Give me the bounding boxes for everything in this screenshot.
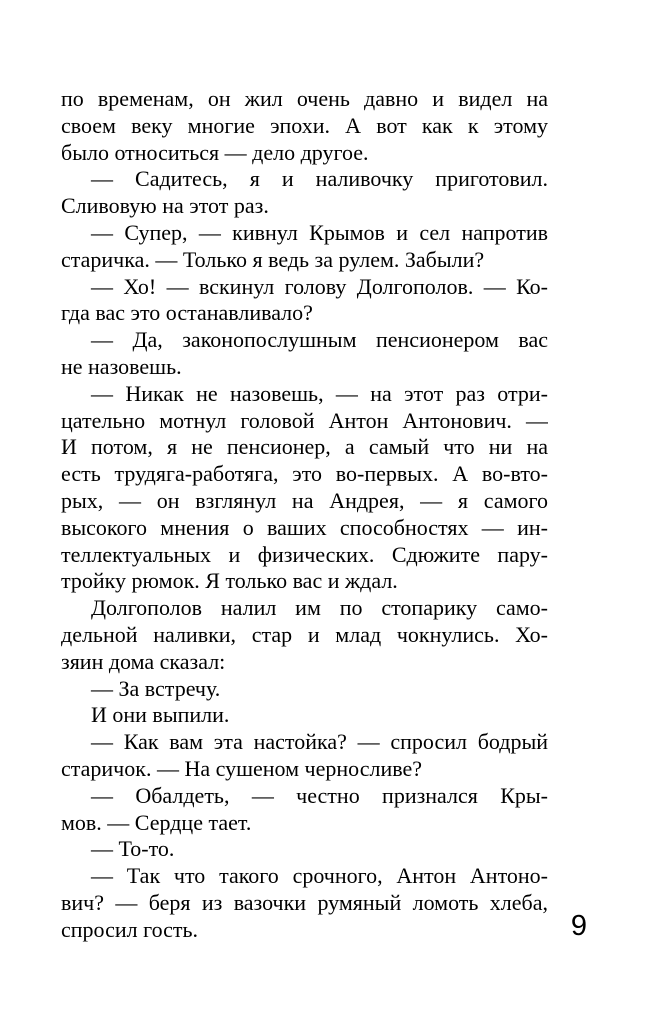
page-number: 9 — [570, 910, 587, 942]
text-line: — Так что такого срочного, Антон Антоно- — [91, 863, 548, 889]
text-line: по временам, он жил очень давно и видел на — [61, 86, 548, 111]
text-line: — Обалдеть, — честно признался Кры- — [91, 782, 548, 808]
text-line: — Никак не назовешь, — на этот раз отри- — [91, 380, 548, 406]
text-line: — За встречу. — [91, 675, 221, 701]
text-line: старичка. — Только я ведь за рулем. Забыли? — [61, 246, 485, 272]
text-line: — Как вам эта настойка? — спросил бодрый — [91, 729, 548, 755]
text-line: Сливовую на этот раз. — [61, 193, 269, 219]
text-line: теллектуальных и физических. Сдюжите пару- — [61, 541, 548, 567]
text-line: — Супер, — кивнул Крымов и сел напротив — [91, 219, 548, 245]
text-line: было относиться — дело другое. — [61, 139, 369, 165]
text-line: своем веку многие эпохи. А вот как к этому — [61, 112, 548, 138]
text-line: И они выпили. — [91, 702, 230, 728]
text-line: — Да, законопослушным пенсионером вас — [91, 327, 548, 353]
text-line: — Хо! — вскинул голову Долгополов. — Ко- — [91, 273, 548, 299]
text-line: старичок. — На сушеном черносливе? — [61, 755, 423, 781]
text-line: зяин дома сказал: — [61, 648, 226, 674]
text-line: гда вас это останавливало? — [61, 300, 313, 326]
text-line: Долгополов налил им по стопарику само- — [91, 595, 548, 621]
text-line: — Садитесь, я и наливочку приготовил. — [91, 166, 548, 192]
text-line: спросил гость. — [61, 916, 199, 942]
text-line: высокого мнения о ваших способностях — ин- — [61, 514, 548, 540]
text-block — [61, 86, 548, 944]
text-line: есть трудяга-работяга, это во-первых. А во-вто- — [61, 461, 548, 487]
text-line: мов. — Сердце тает. — [61, 809, 252, 835]
text-line: дельной наливки, стар и млад чокнулись. Хо- — [61, 621, 548, 647]
text-line: цательно мотнул головой Антон Антонович. — — [61, 407, 548, 433]
text-line: вич? — беря из вазочки румяный ломоть хлеба, — [61, 889, 548, 915]
text-line: не назовешь. — [61, 353, 182, 379]
text-line: И потом, я не пенсионер, а самый что ни на — [61, 434, 548, 460]
text-line: тройку рюмок. Я только вас и ждал. — [61, 568, 398, 594]
text-line: — То-то. — [91, 836, 175, 862]
text-line: рых, — он взглянул на Андрея, — я самого — [61, 487, 548, 513]
